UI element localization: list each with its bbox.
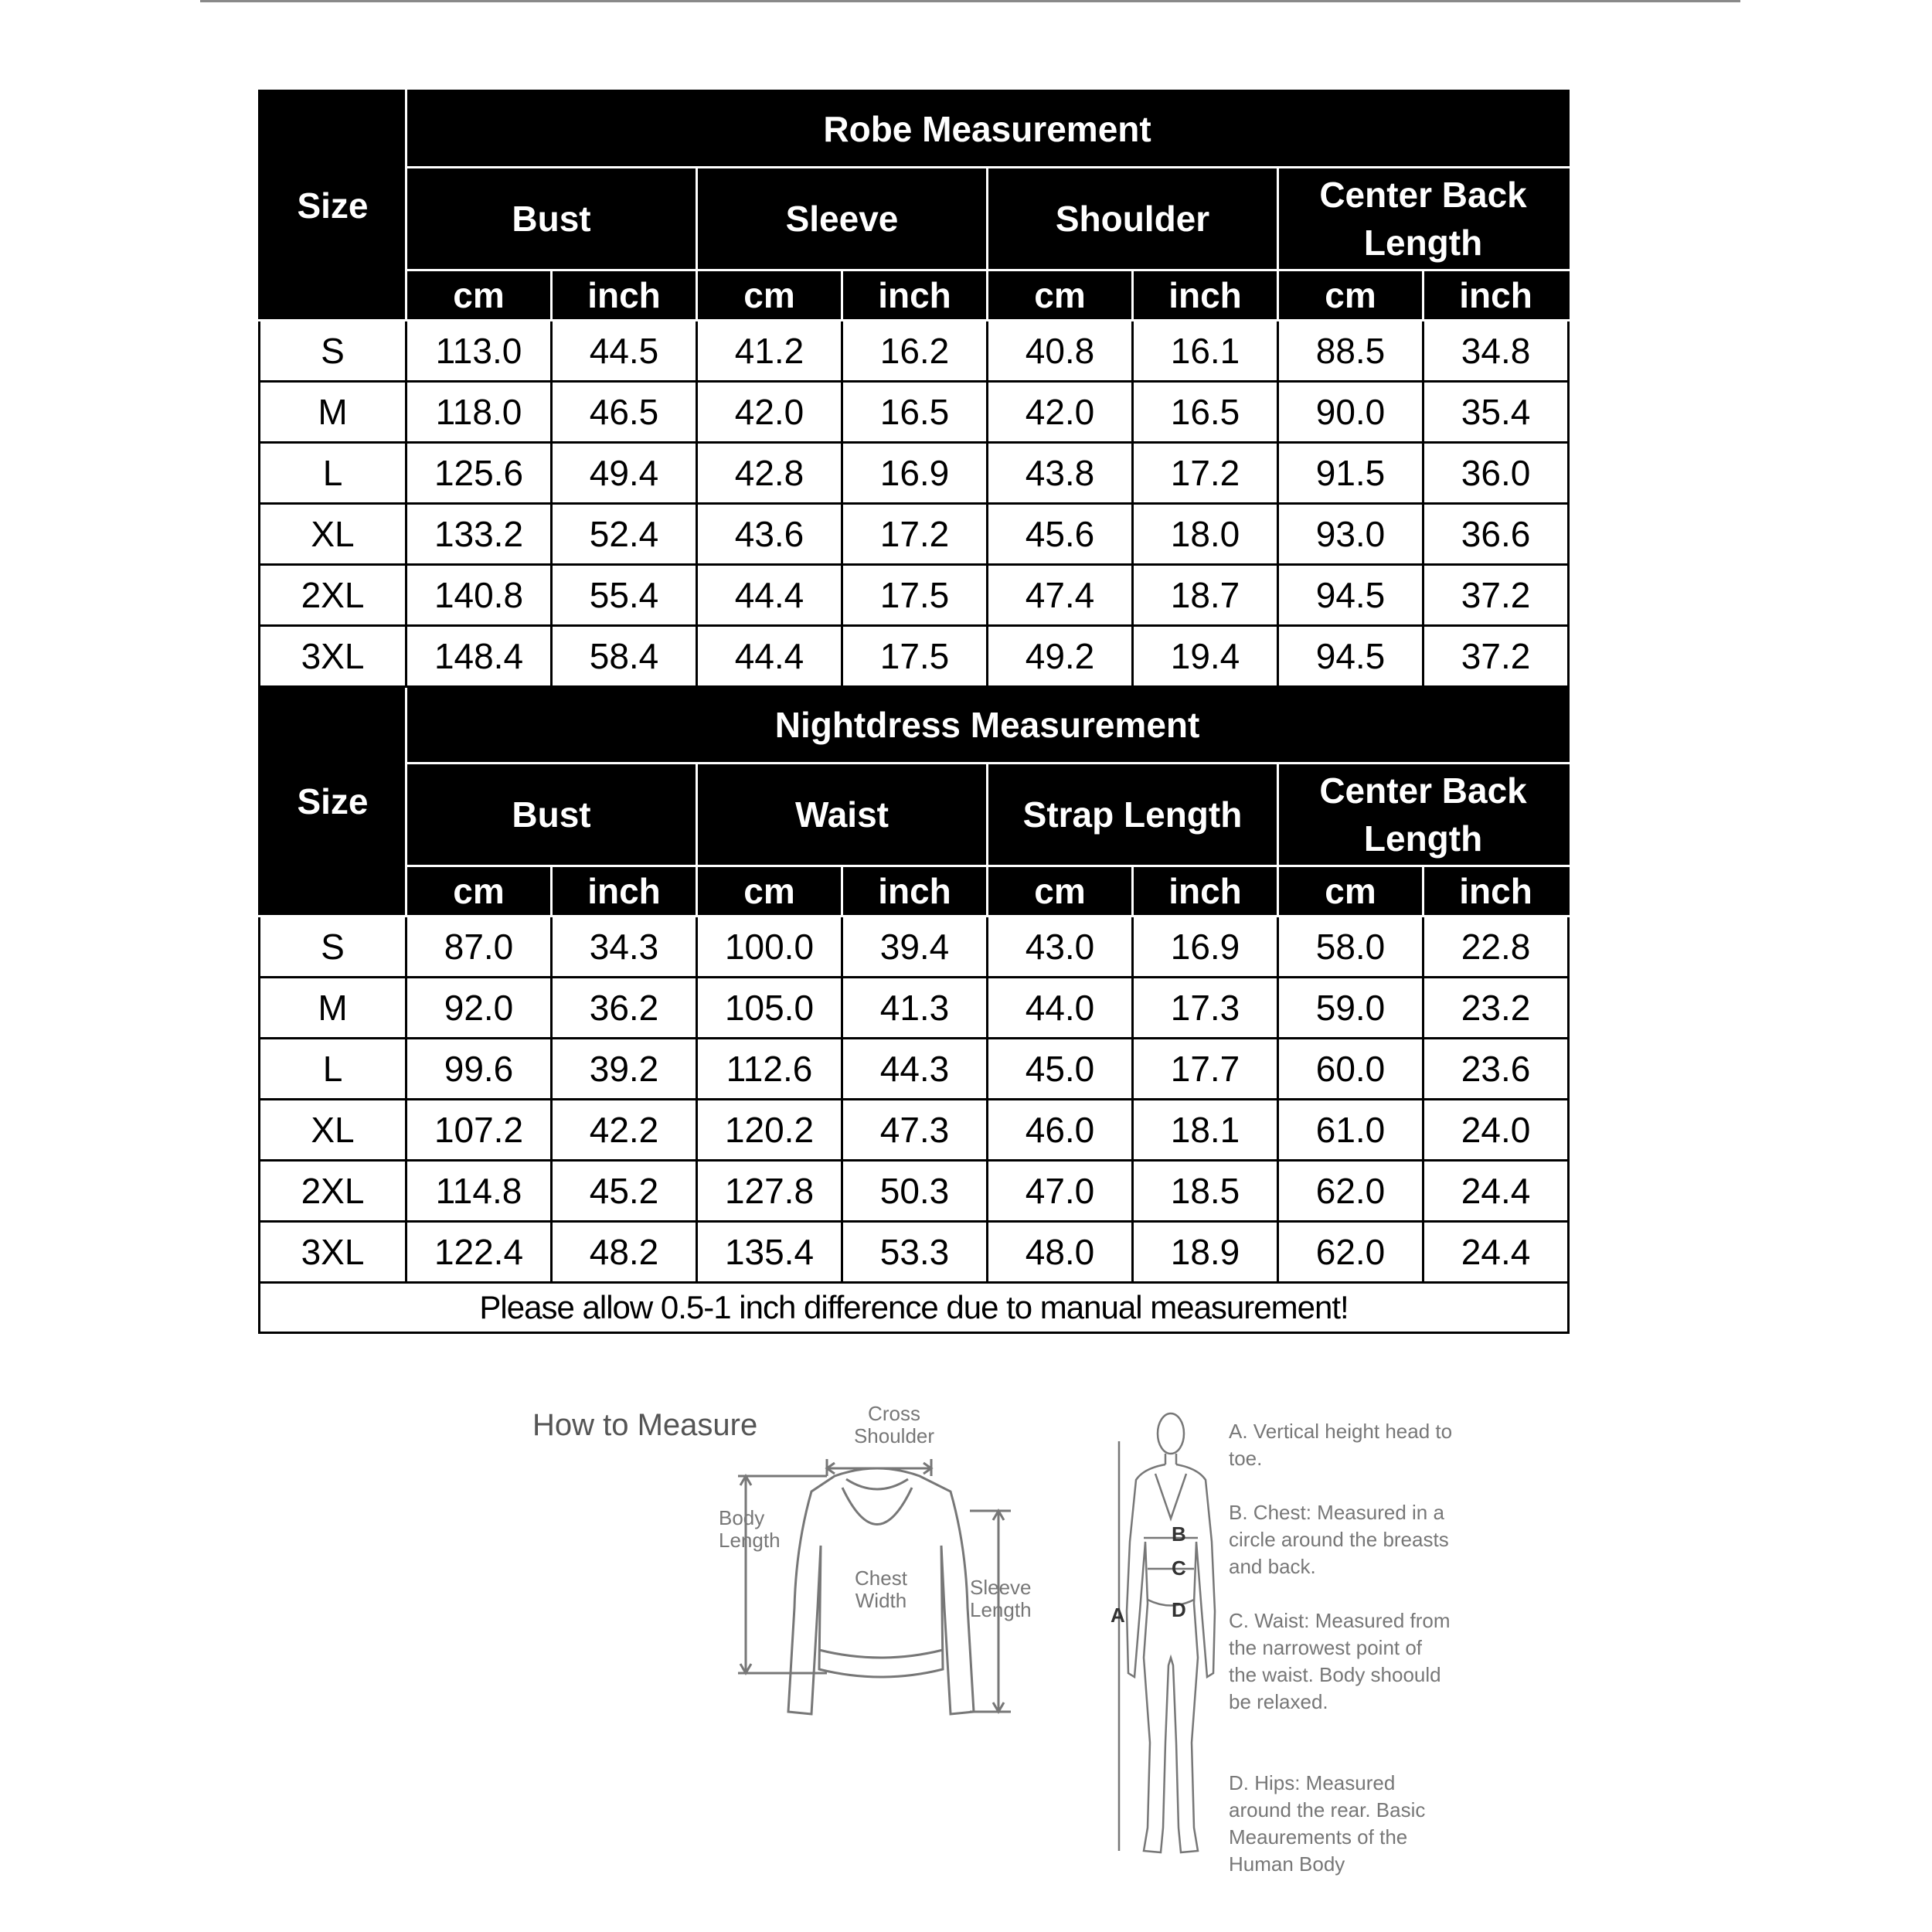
nightdress-size-header: Size: [260, 687, 406, 917]
nightdress-unit-header: cm: [988, 866, 1133, 917]
size-chart-table: [258, 90, 1570, 1334]
nightdress-value-cell: 23.6: [1423, 1039, 1569, 1100]
how-to-measure-title: How to Measure: [532, 1408, 758, 1442]
nightdress-unit-header: inch: [1133, 866, 1278, 917]
nightdress-value-cell: 39.2: [552, 1039, 697, 1100]
robe-value-cell: 16.1: [1133, 321, 1278, 382]
robe-value-cell: 37.2: [1423, 565, 1569, 626]
robe-value-cell: 52.4: [552, 504, 697, 565]
robe-value-cell: 17.2: [1133, 443, 1278, 504]
robe-value-cell: 148.4: [406, 626, 552, 687]
nightdress-table-row: [260, 917, 1569, 978]
nightdress-value-cell: 18.5: [1133, 1161, 1278, 1222]
nightdress-unit-header: cm: [406, 866, 552, 917]
robe-size-header: Size: [260, 91, 406, 321]
body-length-label: Body Length: [719, 1506, 781, 1552]
nightdress-value-cell: 92.0: [406, 978, 552, 1039]
nightdress-value-cell: 41.3: [842, 978, 988, 1039]
robe-value-cell: 47.4: [988, 565, 1133, 626]
nightdress-value-cell: 122.4: [406, 1222, 552, 1283]
measurement-note: Please allow 0.5-1 inch difference due to manual measurement!: [260, 1283, 1569, 1333]
robe-unit-header: cm: [988, 270, 1133, 321]
robe-table-row: [260, 321, 1569, 382]
nightdress-value-cell: 60.0: [1278, 1039, 1423, 1100]
nightdress-value-cell: 53.3: [842, 1222, 988, 1283]
nightdress-table-row: [260, 978, 1569, 1039]
robe-size-cell: L: [260, 443, 406, 504]
nightdress-value-cell: 17.3: [1133, 978, 1278, 1039]
robe-value-cell: 125.6: [406, 443, 552, 504]
robe-value-cell: 133.2: [406, 504, 552, 565]
robe-title: Robe Measurement: [406, 91, 1569, 168]
legend-c: C. Waist: Measured from the narrowest point of the waist. Body shoould be relaxed.: [1229, 1609, 1451, 1713]
nightdress-table-row: [260, 1039, 1569, 1100]
nightdress-value-cell: 43.0: [988, 917, 1133, 978]
nightdress-value-cell: 135.4: [697, 1222, 842, 1283]
robe-value-cell: 55.4: [552, 565, 697, 626]
nightdress-value-cell: 105.0: [697, 978, 842, 1039]
nightdress-size-cell: M: [260, 978, 406, 1039]
robe-value-cell: 43.8: [988, 443, 1133, 504]
robe-value-cell: 118.0: [406, 382, 552, 443]
nightdress-category-header: Bust: [406, 764, 697, 866]
robe-category-header: Center Back Length: [1278, 168, 1569, 270]
robe-value-cell: 49.2: [988, 626, 1133, 687]
nightdress-value-cell: 87.0: [406, 917, 552, 978]
nightdress-value-cell: 36.2: [552, 978, 697, 1039]
nightdress-title: Nightdress Measurement: [406, 687, 1569, 764]
nightdress-value-cell: 44.0: [988, 978, 1133, 1039]
top-divider: [200, 0, 1740, 2]
nightdress-value-cell: 48.2: [552, 1222, 697, 1283]
human-body-figure-icon: [1113, 1410, 1229, 1866]
robe-value-cell: 93.0: [1278, 504, 1423, 565]
nightdress-value-cell: 127.8: [697, 1161, 842, 1222]
nightdress-value-cell: 16.9: [1133, 917, 1278, 978]
nightdress-table-row: [260, 1161, 1569, 1222]
robe-value-cell: 44.4: [697, 565, 842, 626]
nightdress-value-cell: 48.0: [988, 1222, 1133, 1283]
robe-value-cell: 34.8: [1423, 321, 1569, 382]
robe-value-cell: 16.5: [842, 382, 988, 443]
robe-value-cell: 17.5: [842, 626, 988, 687]
sleeve-length-label: Sleeve Length: [970, 1576, 1032, 1621]
robe-value-cell: 17.5: [842, 565, 988, 626]
robe-value-cell: 94.5: [1278, 626, 1423, 687]
robe-value-cell: 37.2: [1423, 626, 1569, 687]
nightdress-unit-header: cm: [1278, 866, 1423, 917]
body-letter-d: D: [1172, 1598, 1186, 1621]
nightdress-value-cell: 23.2: [1423, 978, 1569, 1039]
nightdress-size-cell: S: [260, 917, 406, 978]
robe-size-cell: 2XL: [260, 565, 406, 626]
nightdress-size-cell: XL: [260, 1100, 406, 1161]
robe-value-cell: 42.8: [697, 443, 842, 504]
nightdress-value-cell: 45.0: [988, 1039, 1133, 1100]
nightdress-unit-header: inch: [842, 866, 988, 917]
legend-d: D. Hips: Measured around the rear. Basic Meaurements of the Human Body: [1229, 1771, 1426, 1876]
robe-unit-header: inch: [1423, 270, 1569, 321]
robe-value-cell: 17.2: [842, 504, 988, 565]
robe-unit-header: cm: [697, 270, 842, 321]
nightdress-value-cell: 22.8: [1423, 917, 1569, 978]
nightdress-value-cell: 24.4: [1423, 1161, 1569, 1222]
robe-value-cell: 16.2: [842, 321, 988, 382]
nightdress-value-cell: 45.2: [552, 1161, 697, 1222]
robe-size-cell: M: [260, 382, 406, 443]
robe-unit-header: cm: [1278, 270, 1423, 321]
nightdress-size-cell: L: [260, 1039, 406, 1100]
robe-unit-header: inch: [552, 270, 697, 321]
nightdress-value-cell: 62.0: [1278, 1161, 1423, 1222]
nightdress-value-cell: 17.7: [1133, 1039, 1278, 1100]
nightdress-table-row: [260, 1100, 1569, 1161]
robe-value-cell: 44.4: [697, 626, 842, 687]
nightdress-value-cell: 120.2: [697, 1100, 842, 1161]
legend-a: A. Vertical height head to toe.: [1229, 1420, 1453, 1470]
nightdress-value-cell: 107.2: [406, 1100, 552, 1161]
chest-width-label: Chest Width: [855, 1566, 907, 1612]
robe-value-cell: 46.5: [552, 382, 697, 443]
robe-value-cell: 94.5: [1278, 565, 1423, 626]
nightdress-value-cell: 24.4: [1423, 1222, 1569, 1283]
nightdress-value-cell: 18.1: [1133, 1100, 1278, 1161]
robe-value-cell: 58.4: [552, 626, 697, 687]
robe-unit-header: inch: [1133, 270, 1278, 321]
robe-value-cell: 45.6: [988, 504, 1133, 565]
robe-unit-header: cm: [406, 270, 552, 321]
nightdress-value-cell: 24.0: [1423, 1100, 1569, 1161]
robe-unit-header: inch: [842, 270, 988, 321]
nightdress-category-header: Center Back Length: [1278, 764, 1569, 866]
robe-value-cell: 43.6: [697, 504, 842, 565]
robe-size-cell: 3XL: [260, 626, 406, 687]
robe-value-cell: 16.9: [842, 443, 988, 504]
nightdress-value-cell: 100.0: [697, 917, 842, 978]
nightdress-value-cell: 58.0: [1278, 917, 1423, 978]
nightdress-value-cell: 42.2: [552, 1100, 697, 1161]
robe-value-cell: 36.0: [1423, 443, 1569, 504]
robe-value-cell: 113.0: [406, 321, 552, 382]
robe-value-cell: 40.8: [988, 321, 1133, 382]
robe-value-cell: 42.0: [697, 382, 842, 443]
robe-table-row: [260, 443, 1569, 504]
nightdress-value-cell: 34.3: [552, 917, 697, 978]
nightdress-value-cell: 112.6: [697, 1039, 842, 1100]
nightdress-value-cell: 47.3: [842, 1100, 988, 1161]
nightdress-value-cell: 50.3: [842, 1161, 988, 1222]
robe-value-cell: 41.2: [697, 321, 842, 382]
robe-size-cell: S: [260, 321, 406, 382]
body-letter-b: B: [1172, 1522, 1186, 1546]
robe-table-row: [260, 504, 1569, 565]
robe-category-header: Bust: [406, 168, 697, 270]
legend-b: B. Chest: Measured in a circle around the breasts and back.: [1229, 1501, 1449, 1578]
robe-value-cell: 44.5: [552, 321, 697, 382]
nightdress-value-cell: 114.8: [406, 1161, 552, 1222]
robe-size-cell: XL: [260, 504, 406, 565]
robe-table-row: [260, 565, 1569, 626]
nightdress-value-cell: 62.0: [1278, 1222, 1423, 1283]
nightdress-value-cell: 39.4: [842, 917, 988, 978]
nightdress-unit-header: cm: [697, 866, 842, 917]
nightdress-value-cell: 46.0: [988, 1100, 1133, 1161]
nightdress-size-cell: 3XL: [260, 1222, 406, 1283]
robe-value-cell: 90.0: [1278, 382, 1423, 443]
nightdress-table-row: [260, 1222, 1569, 1283]
robe-value-cell: 88.5: [1278, 321, 1423, 382]
nightdress-category-header: Strap Length: [988, 764, 1278, 866]
robe-category-header: Sleeve: [697, 168, 988, 270]
robe-value-cell: 36.6: [1423, 504, 1569, 565]
nightdress-value-cell: 44.3: [842, 1039, 988, 1100]
robe-value-cell: 16.5: [1133, 382, 1278, 443]
robe-value-cell: 49.4: [552, 443, 697, 504]
nightdress-value-cell: 61.0: [1278, 1100, 1423, 1161]
robe-value-cell: 91.5: [1278, 443, 1423, 504]
nightdress-category-header: Waist: [697, 764, 988, 866]
robe-value-cell: 42.0: [988, 382, 1133, 443]
robe-value-cell: 35.4: [1423, 382, 1569, 443]
robe-category-header: Shoulder: [988, 168, 1278, 270]
robe-value-cell: 18.0: [1133, 504, 1278, 565]
robe-value-cell: 19.4: [1133, 626, 1278, 687]
robe-table-row: [260, 626, 1569, 687]
body-letter-a: A: [1111, 1604, 1125, 1627]
body-letter-c: C: [1172, 1556, 1186, 1580]
robe-value-cell: 140.8: [406, 565, 552, 626]
robe-table-row: [260, 382, 1569, 443]
nightdress-size-cell: 2XL: [260, 1161, 406, 1222]
nightdress-unit-header: inch: [552, 866, 697, 917]
nightdress-value-cell: 18.9: [1133, 1222, 1278, 1283]
nightdress-unit-header: inch: [1423, 866, 1569, 917]
cross-shoulder-label: Cross Shoulder: [853, 1402, 935, 1447]
nightdress-value-cell: 59.0: [1278, 978, 1423, 1039]
nightdress-value-cell: 99.6: [406, 1039, 552, 1100]
robe-value-cell: 18.7: [1133, 565, 1278, 626]
nightdress-value-cell: 47.0: [988, 1161, 1133, 1222]
garment-sketch-icon: [719, 1453, 1043, 1731]
